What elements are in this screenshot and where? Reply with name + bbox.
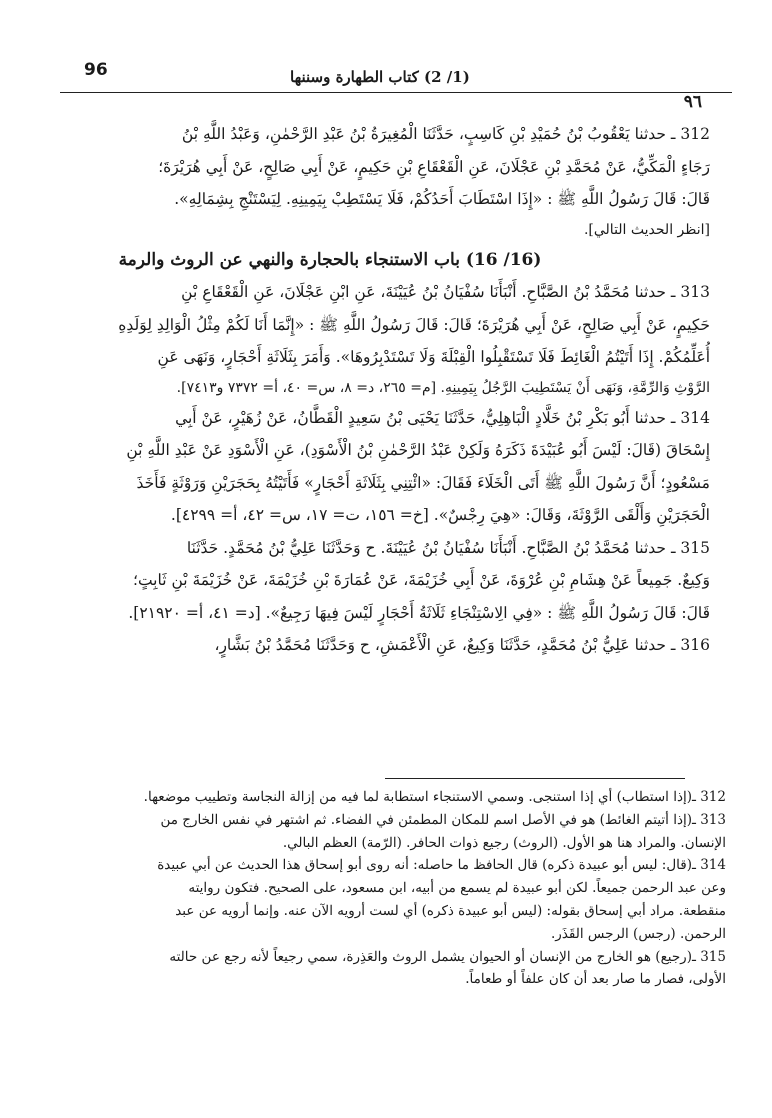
footnote-line: وعن عبد الرحمن جميعاً. لكن أبو عبيدة لم يسمع من أبيه، ابن مسعود، على الصحيح. فتكون روايته: [188, 880, 726, 897]
footnote-line: 314 ـ(قال: ليس أبو عبيدة ذكره) قال الحافظ ما حاصله: أنه روى أبو إسحاق هذا الحديث عن أبي عبيدة: [157, 857, 726, 874]
body-line: قَالَ: قَالَ رَسُولُ اللَّهِ ﷺ : «إِذَا اسْتَطَابَ أَحَدُكُمْ، فَلَا يَسْتَطِبْ بِيَمِينِهِ. لِيَسْتَنْجِ بِشِمَالِهِ».: [174, 190, 710, 208]
footnote-line: الرحمن. (رجس) الرجس القَذَر.: [551, 925, 726, 942]
body-line: مَسْعُودٍ؛ أَنَّ رَسُولَ اللَّهِ ﷺ أَتَى الْخَلَاءَ فَقَالَ: «ائْتِنِي بِثَلَاثَةِ أَحْجَارٍ» فَأَتَيْتُهُ بِحَجَرَيْنِ وَرَوْثَةٍ فَأَخَذَ: [136, 473, 710, 492]
footnote-rule: [385, 778, 685, 779]
body-line: 313 ـ حدثنا مُحَمَّدُ بْنُ الصَّبَّاحِ. أَنْبَأَنَا سُفْيَانُ بْنُ عُيَيْنَةَ، عَنِ ابْنِ عَجْلَانَ، عَنِ الْقَعْقَاعِ بْنِ: [181, 283, 710, 301]
page-number-latin: 96: [84, 60, 108, 80]
footnotes: [18, 786, 726, 991]
body-line: 312 ـ حدثنا يَعْقُوبُ بْنُ حُمَيْدِ بْنِ كَاسِبٍ، حَدَّثَنَا الْمُغِيرَةُ بْنُ عَبْدِ الرَّحْمٰنِ، وَعَبْدُ اللَّهِ بْنُ: [181, 125, 710, 143]
footnote-line: 315 ـ(رجيع) هو الخارج من الإنسان أو الحيوان يشمل الروث والعَذِرة، سمي رجيعاً لأنه رجع عن حالته: [169, 948, 726, 965]
body-line: أُعَلِّمُكُمْ. إِذَا أَتَيْتُمُ الْغَائِطَ فَلَا تَسْتَقْبِلُوا الْقِبْلَةَ وَلَا تَسْتَدْبِرُوهَا». وَأَمَرَ بِثَلَاثَةِ أَحْجَارٍ، وَنَهَى عَنِ: [157, 348, 710, 366]
body-line: إِسْحَاقَ (قَالَ: لَيْسَ أَبُو عُبَيْدَةَ ذَكَرَهُ وَلَكِنْ عَبْدُ الرَّحْمٰنِ بْنُ الْأَسْوَدِ)، عَنِ الْأَسْوَدِ عَنْ عَبْدِ اللَّهِ بْنِ: [126, 441, 710, 459]
body-line: رَجَاءٍ الْمَكِّيُّ، عَنْ مُحَمَّدِ بْنِ عَجْلَانَ، عَنِ الْقَعْقَاعِ بْنِ حَكِيمٍ، عَنْ أَبِي صَالِحٍ، عَنْ أَبِي هُرَيْرَةَ؛: [158, 157, 710, 176]
chapter-heading: (16/ 16) باب الاستنجاء بالحجارة والنهي عن الروث والرمة: [118, 249, 542, 270]
header-rule: [60, 92, 732, 93]
hadith-body: [30, 118, 710, 662]
body-line: 316 ـ حدثنا عَلِيُّ بْنُ مُحَمَّدٍ، حَدَّثَنَا وَكِيعٌ، عَنِ الْأَعْمَشِ، ح وَحَدَّثَنَا مُحَمَّدُ بْنُ بَشَّارٍ،: [214, 636, 710, 654]
footnote-line: 312 ـ(إذا استطاب) أي إذا استنجى. وسمي الاستنجاء استطابة لما فيه من إزالة النجاسة وتطييب موضعها.: [143, 789, 726, 805]
footnote-line: منقطعة. مراد أبي إسحاق بقوله: (ليس أبو عبيدة ذكره) أي لست أرويه الآن عنه. وإنما أرويه عن عبد: [175, 902, 726, 919]
footnote-line: الأولى، فصار ما صار بعد أن كان علفاً أو طعاماً.: [465, 971, 726, 988]
running-header-title: (1/ 2) كتاب الطهارة وسننها: [290, 68, 470, 86]
body-line: وَكِيعٌ. جَمِيعاً عَنْ هِشَامِ بْنِ عُرْوَةَ، عَنْ أَبِي خُزَيْمَةَ، عَنْ عُمَارَةَ بْنِ خُزَيْمَةَ، عَنْ خُزَيْمَةَ بْنِ ثَابِتٍ؛: [133, 571, 710, 589]
body-line: 315 ـ حدثنا مُحَمَّدُ بْنُ الصَّبَّاحِ. أَنْبَأَنَا سُفْيَانُ بْنُ عُيَيْنَةَ. ح وَحَدَّثَنَا عَلِيُّ بْنُ مُحَمَّدٍ. حَدَّثَنَا: [186, 538, 710, 557]
body-line: قَالَ: قَالَ رَسُولُ اللَّهِ ﷺ : «فِي الِاسْتِنْجَاءِ ثَلَاثَةُ أَحْجَارٍ لَيْسَ فِيهَا رَجِيعٌ». [د= ٤١، أ= ٢١٩٢٠].: [128, 603, 710, 622]
body-line: الْحَجَرَيْنِ وَأَلْقَى الرَّوْثَةَ، وَقَالَ: «هِيَ رِجْسٌ». [خ= ١٥٦، ت= ١٧، س= ٤٢، أ= ٤٢٩٩].: [170, 506, 710, 524]
body-line: حَكِيمٍ، عَنْ أَبِي صَالِحٍ، عَنْ أَبِي هُرَيْرَةَ؛ قَالَ: قَالَ رَسُولُ اللَّهِ ﷺ : «إِنَّمَا أَنَا لَكُمْ مِثْلُ الْوَالِدِ لِوَلَدِهِ: [118, 315, 710, 334]
footnote-line: الإنسان. والمراد هنا هو الأول. (الروث) رجيع ذوات الحافر. (الرّمة) العظم البالي.: [282, 834, 726, 851]
body-line: الرَّوْثِ وَالرِّمَّةِ، وَنَهَى أَنْ يَسْتَطِيبَ الرَّجُلُ بِيَمِينِهِ. [م= ٢٦٥، د= ٨، س= ٤٠، أ= ٧٣٧٢ و٧٤١٣].: [176, 379, 710, 396]
cross-reference-note: [انظر الحديث التالي].: [583, 221, 710, 238]
footnote-line: 313 ـ(إذا أتيتم الغائط) هو في الأصل اسم للمكان المطمئن في الفضاء. ثم اشتهر في نفس الخارج من: [160, 811, 726, 828]
page-number-arabic: ٩٦: [683, 92, 702, 112]
body-line: 314 ـ حدثنا أَبُو بَكْرِ بْنُ خَلَّادٍ الْبَاهِلِيُّ، حَدَّثَنَا يَحْيَى بْنُ سَعِيدٍ الْقَطَّانُ، عَنْ زُهَيْرٍ، عَنْ أَبِي: [175, 408, 710, 427]
